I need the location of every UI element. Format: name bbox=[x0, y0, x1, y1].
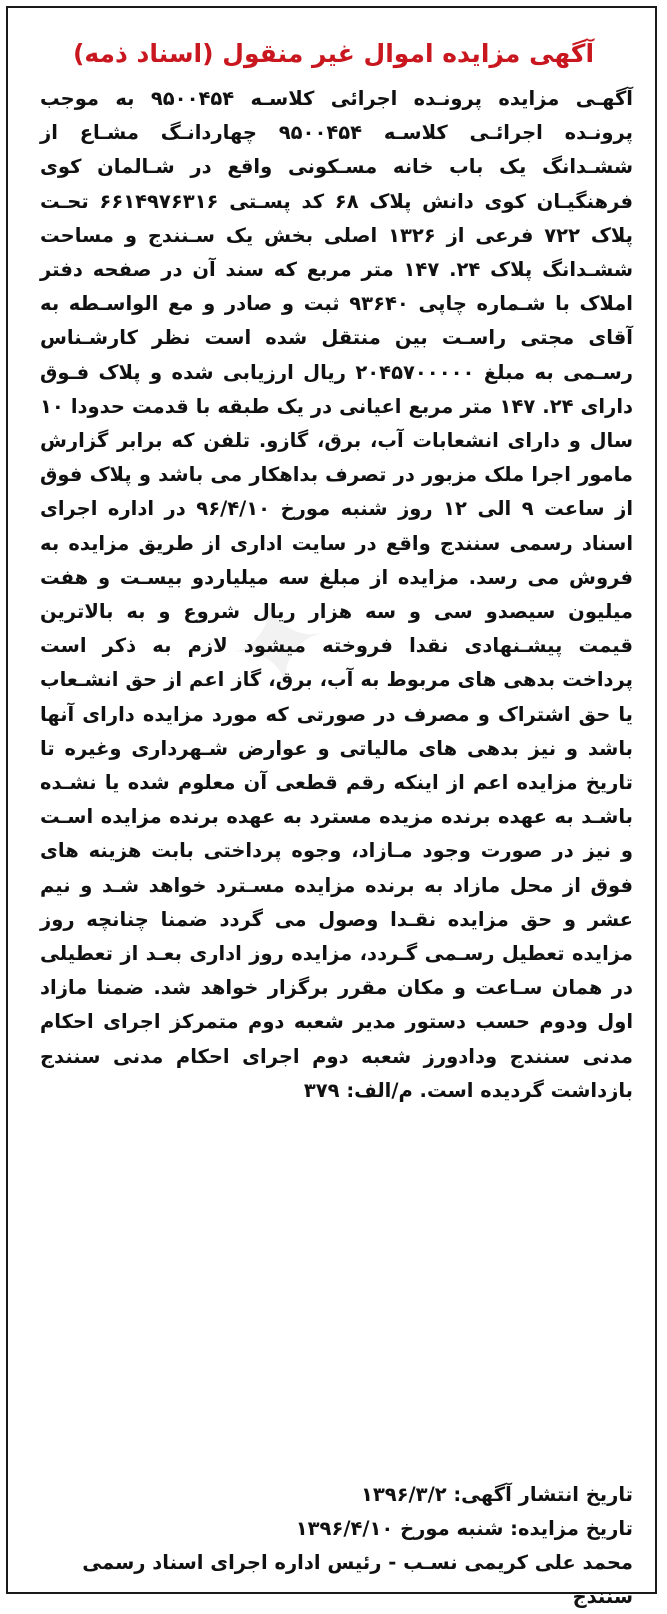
background-watermark: ✦ bbox=[214, 567, 342, 725]
auction-date: تاریخ مزایده: شنبه مورخ ۱۳۹۶/۴/۱۰ bbox=[295, 1517, 633, 1540]
publish-date: تاریخ انتشار آگهی: ۱۳۹۶/۳/۲ bbox=[360, 1483, 633, 1506]
notice-body: آگهـی مزایده پرونـده اجرائی کلاسـه ۹۵۰۰۴۵۴ به موجب پرونـده اجرائـی کلاسـه ۹۵۰۰۴۵۴ چهاردانـگ مشـاع از ششـدانگ یک باب خانه مسـکونی واقع در شـالمان کوی فرهنگیـان کوی دانش پلاک ۶۸ کد پسـتی ۶۶۱۴۹۷۶۳۱۶ تحـت پلاک ۷۲۲ فرعی از ۱۳۲۶ اصلی بخش یک سـنندج و مساحت ششـدانگ پلاک ۲۴. ۱۴۷ متر مربع که سند آن در صفحه دفتر املاک با شـماره چاپی ۹۳۶۴۰ ثبت و صادر و مع الواسـطه به آقای مجتی راسـت بین منتقل شده است نظر کارشـناس رسـمی به مبلغ ۲۰۴۵۷۰۰۰۰۰ ریال ارزیابی شده و پلاک فـوق دارای ۲۴. ۱۴۷ متر مربع اعیانی در یک طبقه با قدمت حدودا ۱۰ سال و دارای انشعابات آب، برق، گازو. تلفن که برابر گزارش مامور اجرا ملک مزبور در تصرف بداهکار می باشد و پلاک فوق از ساعت ۹ الی ۱۲ روز شنبه مورخ ۹۶/۴/۱۰ در اداره اجرای اسناد رسمی سنندج واقع در سایت اداری از طریق مزایده به فروش می رسد. مزایده از مبلغ سه میلیاردو بیسـت و هفت میلیون سیصدو سی و سه هزار ریال شروع و به بالاترین قیمت پیشـنهادی نقدا فروخته میشود لازم به ذکر است پرداخت بدهی های مربوط به آب، برق، گاز اعم از حق انشـعاب یا حق اشتراک و مصرف در صورتی که مورد مزایده دارای آنها باشد و نیز بدهی های مالیاتی و عوارض شـهرداری وغیره تا تاریخ مزایده اعم از اینکه رقم قطعی آن معلوم شده یا نشـده باشـد به عهده برنده مزیده مسترد به عهده برنده مزایده اسـت و نیز در صورت وجود مـازاد، وجوه پرداختی بابت هزینه های فوق از محل مازاد به برنده مزایده مسـترد خواهد شـد و نیم عشر و حق مزایده نقـدا وصول می گردد ضمنا چنانچه روز مزایده تعطیل رسـمی گـردد، مزایده روز اداری بعـد از تعطیلی در همان سـاعت و مکان مقرر برگزار خواهد شد. ضمنا مازاد اول ودوم حسب دستور مدیر شعبه دوم متمرکز اجرای احکام مدنی سنندج ودادورز شعبه دوم اجرای احکام مدنی سنندج بازداشت گردیده است. م/الف: ۳۷۹ bbox=[40, 87, 634, 1102]
notice-title: آگهی مزایده اموال غیر منقول (اسناد ذمه) bbox=[72, 39, 595, 68]
notice-footer bbox=[30, 1478, 633, 1614]
signature: محمد علی کریمی نسـب - رئیس اداره اجرای اسناد رسمی سنندج bbox=[82, 1551, 633, 1608]
